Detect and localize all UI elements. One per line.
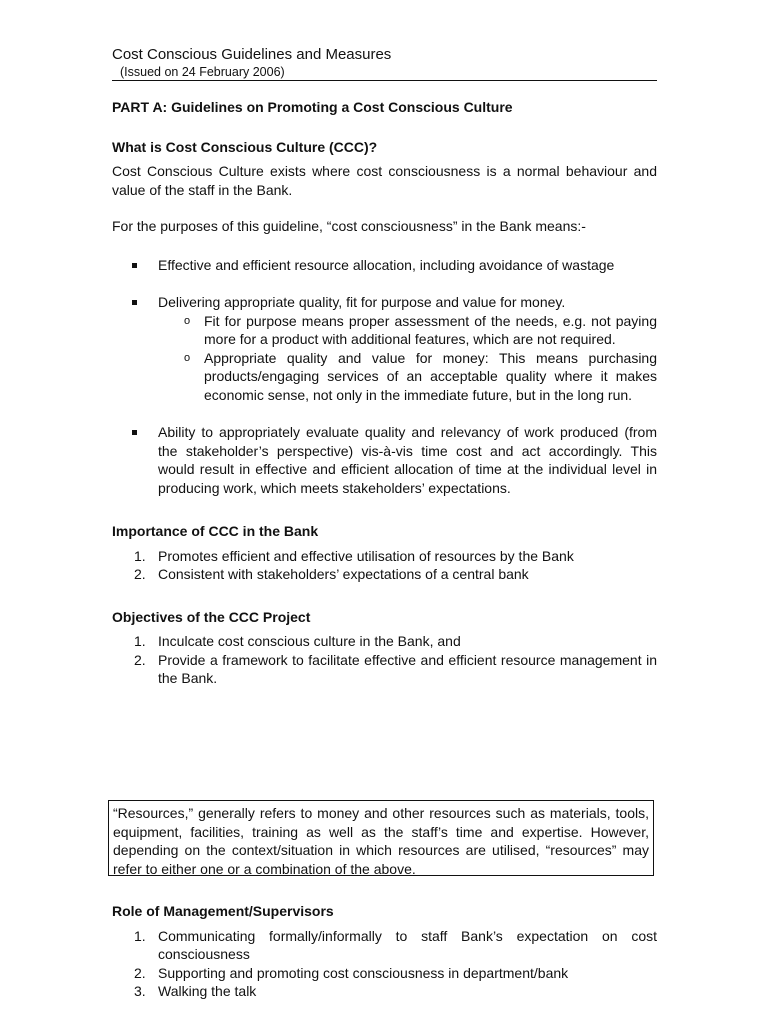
what-is-ccc-heading: What is Cost Conscious Culture (CCC)? [112,138,378,155]
document-header-title: Cost Conscious Guidelines and Measures [112,46,392,63]
bullet-text: Effective and efficient resource allocation, including avoidance of wastage [158,256,615,273]
list-item-text: Communicating formally/informally to staff Bank’s expectation on cost consciousness [158,927,657,962]
list-item [112,964,657,983]
purpose-paragraph: For the purposes of this guideline, “cost consciousness” in the Bank means:- [112,218,586,234]
bullet-text: Delivering appropriate quality, fit for purpose and value for money. [158,294,566,310]
sub-bullet-text: Appropriate quality and value for money: This means purchasing products/engaging services of an acceptable quality where it makes economic sense, not only in the immediate future, but in the long run. [204,349,657,403]
list-number: 2. [134,566,146,582]
resources-note-box [108,800,654,876]
bullet-item [112,423,657,497]
sub-bullet-list [158,312,657,405]
header-rule [112,80,657,81]
document-body [112,46,657,688]
circle-bullet-icon: o [184,351,191,364]
list-item-text: Consistent with stakeholders’ expectations of a central bank [158,566,529,582]
square-bullet-icon [132,263,137,268]
sub-bullet-item [158,349,657,405]
role-heading: Role of Management/Supervisors [112,903,334,919]
importance-list [112,547,657,584]
list-item-text: Provide a framework to facilitate effective and efficient resource management in the Bank. [158,651,657,686]
issued-date: (Issued on 24 February 2006) [120,65,285,79]
objectives-heading: Objectives of the CCC Project [112,608,311,625]
role-list [112,927,657,1001]
list-item [112,982,657,1001]
list-item [112,565,657,584]
role-section [112,902,657,1001]
list-item-text: Walking the talk [158,983,257,999]
objectives-list [112,632,657,688]
bullet-item [112,293,657,404]
list-item [112,651,657,688]
list-number: 2. [134,964,146,981]
list-number: 1. [134,547,146,564]
list-number: 2. [134,651,146,668]
list-item [112,547,657,566]
square-bullet-icon [132,430,137,435]
square-bullet-icon [132,300,137,305]
part-a-title: PART A: Guidelines on Promoting a Cost Conscious Culture [112,99,513,115]
circle-bullet-icon: o [184,314,191,327]
list-item-text: Promotes efficient and effective utilisation of resources by the Bank [158,547,574,564]
list-number: 3. [134,983,146,999]
bullet-text: Ability to appropriately evaluate quality and relevancy of work produced (from the stakeholder’s perspective) vis-à-vis time cost and act accordingly. This would result in effective and efficient allocation of time at the individual level in producing work, which meets stakeholders’ expectations. [158,424,657,496]
list-number: 1. [134,927,146,944]
list-item-text: Inculcate cost conscious culture in the Bank, and [158,633,461,649]
list-item-text: Supporting and promoting cost consciousness in department/bank [158,964,569,981]
list-item [112,927,657,964]
bullet-item [112,256,657,275]
list-item [112,632,657,651]
resources-note-text: “Resources,” generally refers to money and other resources such as materials, tools, equipment, facilities, training as well as the staff’s time and expertise. However, depending on the context/situation in which resources are utilised, “resources” may refer to either one or a combination of the above. [113,805,649,877]
cost-consciousness-bullets [112,256,657,498]
sub-bullet-text: Fit for purpose means proper assessment of the needs, e.g. not paying more for a product with additional features, which are not required. [204,312,657,347]
sub-bullet-item [158,312,657,349]
list-number: 1. [134,633,146,649]
ccc-definition-paragraph: Cost Conscious Culture exists where cost consciousness is a normal behaviour and value of the staff in the Bank. [112,163,657,198]
importance-heading: Importance of CCC in the Bank [112,523,319,539]
